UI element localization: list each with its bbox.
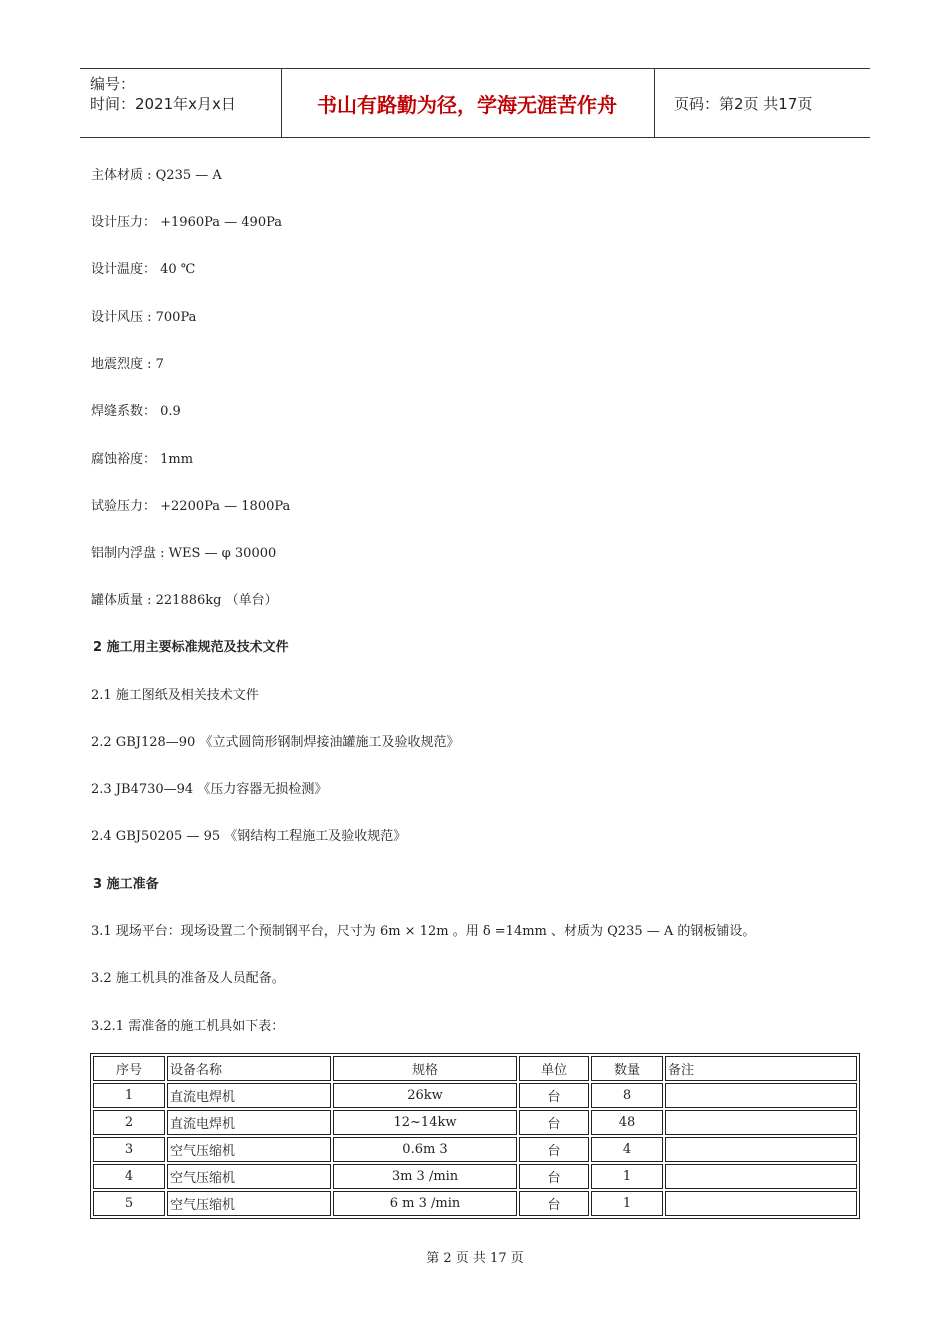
- header-page-info: [664, 69, 870, 137]
- header-cell: 数量: [591, 1056, 663, 1081]
- table-cell: 直流电焊机: [167, 1083, 331, 1108]
- section-heading-3: 3 施工准备: [93, 877, 159, 892]
- spec-design-pressure: 设计压力： +1960Pa — 490Pa: [91, 215, 283, 230]
- table-cell: 26kw: [333, 1083, 517, 1108]
- spec-weld-coefficient: 焊缝系数： 0.9: [91, 404, 181, 419]
- table-cell: 0.6m 3: [333, 1137, 517, 1162]
- table-cell: 空气压缩机: [167, 1191, 331, 1216]
- spec-design-temperature: 设计温度： 40 ℃: [91, 262, 196, 277]
- table-header-row: [93, 1056, 857, 1081]
- table-cell: 台: [519, 1191, 589, 1216]
- table-cell: 空气压缩机: [167, 1164, 331, 1189]
- table-row: [93, 1191, 857, 1216]
- paragraph-3-2: 3.2 施工机具的准备及人员配备。: [91, 971, 285, 986]
- number-label: 编号：: [90, 75, 136, 93]
- table-cell: 4: [591, 1137, 663, 1162]
- header-cell: 设备名称: [167, 1056, 331, 1081]
- paragraph-3-2-1: 3.2.1 需准备的施工机具如下表：: [91, 1019, 285, 1034]
- list-item: 2.3 JB4730—94 《压力容器无损检测》: [91, 782, 328, 797]
- spec-wind-pressure: 设计风压 : 700Pa: [91, 310, 197, 325]
- table-cell: 4: [93, 1164, 165, 1189]
- section-heading-2: 2 施工用主要标准规范及技术文件: [93, 640, 289, 655]
- table-cell: 48: [591, 1110, 663, 1135]
- table-cell: 12~14kw: [333, 1110, 517, 1135]
- spec-material: 主体材质 : Q235 — A: [91, 168, 222, 183]
- table-cell: 台: [519, 1083, 589, 1108]
- header-cell: 单位: [519, 1056, 589, 1081]
- table-cell: 1: [591, 1164, 663, 1189]
- page-footer: 第 2 页 共 17 页: [426, 1251, 524, 1266]
- spec-seismic-intensity: 地震烈度 : 7: [91, 357, 164, 372]
- table-cell: 直流电焊机: [167, 1110, 331, 1135]
- table-cell: 台: [519, 1110, 589, 1135]
- header-motto: 书山有路勤为径，学海无涯苦作舟: [317, 92, 617, 117]
- table-cell: 3: [93, 1137, 165, 1162]
- table-row: [93, 1164, 857, 1189]
- spec-floating-roof: 铝制内浮盘 : WES — φ 30000: [91, 546, 277, 561]
- table-cell: 1: [591, 1191, 663, 1216]
- table-cell: 3m 3 /min: [333, 1164, 517, 1189]
- page-header: [80, 68, 870, 138]
- table-cell: [665, 1164, 857, 1189]
- table-cell: 2: [93, 1110, 165, 1135]
- header-cell: 备注: [665, 1056, 857, 1081]
- time-label: 时间：2021年x月x日: [90, 95, 236, 113]
- table-cell: [665, 1137, 857, 1162]
- table-row: [93, 1110, 857, 1135]
- list-item: 2.2 GBJ128—90 《立式圆筒形钢制焊接油罐施工及验收规范》: [91, 735, 460, 750]
- table-cell: 台: [519, 1137, 589, 1162]
- header-cell: 序号: [93, 1056, 165, 1081]
- header-meta: [80, 69, 280, 137]
- table-cell: 台: [519, 1164, 589, 1189]
- list-item: 2.4 GBJ50205 — 95 《钢结构工程施工及验收规范》: [91, 829, 407, 844]
- header-cell: 规格: [333, 1056, 517, 1081]
- table-cell: 空气压缩机: [167, 1137, 331, 1162]
- table-row: [93, 1137, 857, 1162]
- spec-test-pressure: 试验压力： +2200Pa — 1800Pa: [91, 499, 291, 514]
- list-item: 2.1 施工图纸及相关技术文件: [91, 688, 259, 703]
- spec-corrosion-allowance: 腐蚀裕度： 1mm: [91, 452, 194, 467]
- spec-tank-mass: 罐体质量 : 221886kg （单台）: [91, 593, 278, 608]
- table-cell: [665, 1110, 857, 1135]
- table-cell: 6 m 3 /min: [333, 1191, 517, 1216]
- table-cell: 1: [93, 1083, 165, 1108]
- table-row: [93, 1083, 857, 1108]
- page-info-text: 页码：第2页 共17页: [674, 94, 813, 113]
- header-divider: [654, 69, 655, 137]
- table-cell: 8: [591, 1083, 663, 1108]
- equipment-table: [90, 1053, 860, 1219]
- table-cell: 5: [93, 1191, 165, 1216]
- table-cell: [665, 1191, 857, 1216]
- paragraph-3-1: 3.1 现场平台：现场设置二个预制钢平台，尺寸为 6m × 12m 。用 δ =14mm 、材质为 Q235 — A 的钢板铺设。: [91, 924, 756, 939]
- table-cell: [665, 1083, 857, 1108]
